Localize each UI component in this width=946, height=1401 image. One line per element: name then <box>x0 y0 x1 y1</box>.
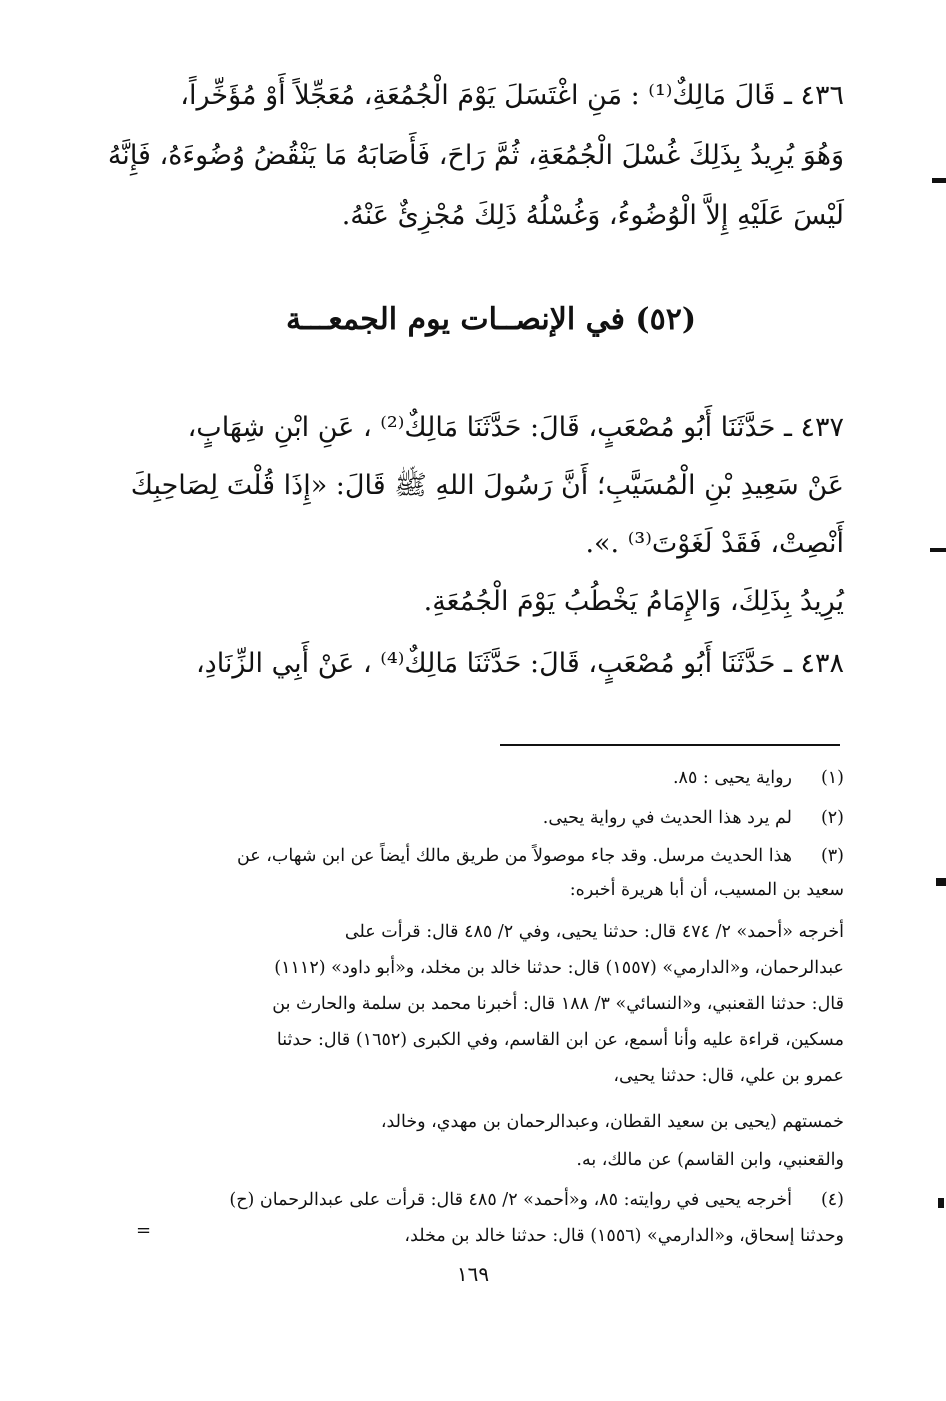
footnote-text: والقعنبي، وابن القاسم) عن مالك، به. <box>576 1150 844 1170</box>
footnote-3 <box>138 842 844 871</box>
continuation-mark: = <box>136 1220 152 1241</box>
footnote-text: قال: حدثنا القعنبي، و«النسائي» ٣/ ١٨٨ قال: أخبرنا محمد بن سلمة والحارث بن <box>272 994 844 1014</box>
footnote-separator <box>500 744 840 746</box>
footnote-text: سعيد بن المسيب، أن أبا هريرة أخبره: <box>569 880 844 900</box>
footnote-text: خمستهم (يحيى بن سعيد القطان، وعبدالرحمان بن مهدي، وخالد، <box>380 1112 844 1132</box>
footnote-number: (٢) <box>820 808 844 828</box>
footnote-text: عمرو بن علي، قال: حدثنا يحيى، <box>613 1066 844 1086</box>
page-number: ١٦٩ <box>456 1262 490 1286</box>
footnote-number: (١) <box>820 768 844 788</box>
text-line: ٤٣٨ ـ حَدَّثَنَا أَبُو مُصْعَبٍ، قَالَ: حَدَّثَنَا مَالِكٌ⁽⁴⁾ ، عَنْ أَبِي الزِّنَادِ، <box>195 648 844 679</box>
text-line: لَيْسَ عَلَيْهِ إِلاَّ الْوُضُوءُ، وَغُسْلُهُ ذَلِكَ مُجْزِئٌ عَنْهُ. <box>341 200 844 231</box>
footnote-text: رواية يحيى : ٨٥. <box>672 768 792 788</box>
text-line: أَنْصِتْ، فَقَدْ لَغَوْتَ⁽³⁾ .». <box>585 528 844 559</box>
scan-mark <box>938 1198 944 1208</box>
footnote-text: أخرجه «أحمد» ٢/ ٤٧٤ قال: حدثنا يحيى، وفي ٢/ ٤٨٥ قال: قرأت على <box>344 922 844 942</box>
text-line: يُرِيدُ بِذَلِكَ، وَالإِمَامُ يَخْطُبُ يَوْمَ الْجُمُعَةِ. <box>423 586 844 617</box>
footnote-1 <box>138 764 844 793</box>
text-line: ٤٣٦ ـ قَالَ مَالِكٌ⁽¹⁾ : مَنِ اغْتَسَلَ يَوْمَ الْجُمُعَةِ، مُعَجِّلاً أَوْ مُؤَخِّراً، <box>180 80 844 111</box>
footnote-2 <box>138 804 844 833</box>
footnote-text: أخرجه يحيى في روايته: ٨٥، و«أحمد» ٢/ ٤٨٥ قال: قرأت على عبدالرحمان (ح) <box>229 1190 792 1210</box>
footnote-text: عبدالرحمان، و«الدارمي» (١٥٥٧) قال: حدثنا خالد بن مخلد، و«أبو داود» (١١١٢) <box>274 958 844 978</box>
footnote-number: (٤) <box>820 1190 844 1210</box>
text-line: وَهُوَ يُرِيدُ بِذَلِكَ غُسْلَ الْجُمُعَةِ، ثُمَّ رَاحَ، فَأَصَابَهُ مَا يَنْقُضُ وُضُوءَهُ، فَإِنَّهُ <box>107 140 844 171</box>
footnote-text: مسكين، قراءة عليه وأنا أسمع، عن ابن القاسم، وفي الكبرى (١٦٥٢) قال: حدثنا <box>276 1030 844 1050</box>
chapter-heading: (٥٢) في الإنصــات يوم الجمعـــة <box>285 302 697 337</box>
footnote-text: وحدثنا إسحاق، و«الدارمي» (١٥٥٦) قال: حدثنا خالد بن مخلد، <box>404 1226 844 1246</box>
text-line: ٤٣٧ ـ حَدَّثَنَا أَبُو مُصْعَبٍ، قَالَ: حَدَّثَنَا مَالِكٌ⁽²⁾ ، عَنِ ابْنِ شِهَابٍ، <box>187 412 844 443</box>
scan-mark <box>936 878 946 886</box>
footnote-number: (٣) <box>820 846 844 866</box>
scan-mark <box>932 178 946 183</box>
footnote-text: هذا الحديث مرسل. وقد جاء موصولاً من طريق مالك أيضاً عن ابن شهاب، عن <box>236 846 792 866</box>
text-line: عَنْ سَعِيدِ بْنِ الْمُسَيَّبِ؛ أَنَّ رَسُولَ اللهِ ﷺ قَالَ: «إِذَا قُلْتَ لِصَاحِبِكَ <box>130 470 844 501</box>
footnote-4 <box>138 1186 844 1215</box>
footnote-text: لم يرد هذا الحديث في رواية يحيى. <box>542 808 792 828</box>
scan-mark <box>930 548 946 552</box>
